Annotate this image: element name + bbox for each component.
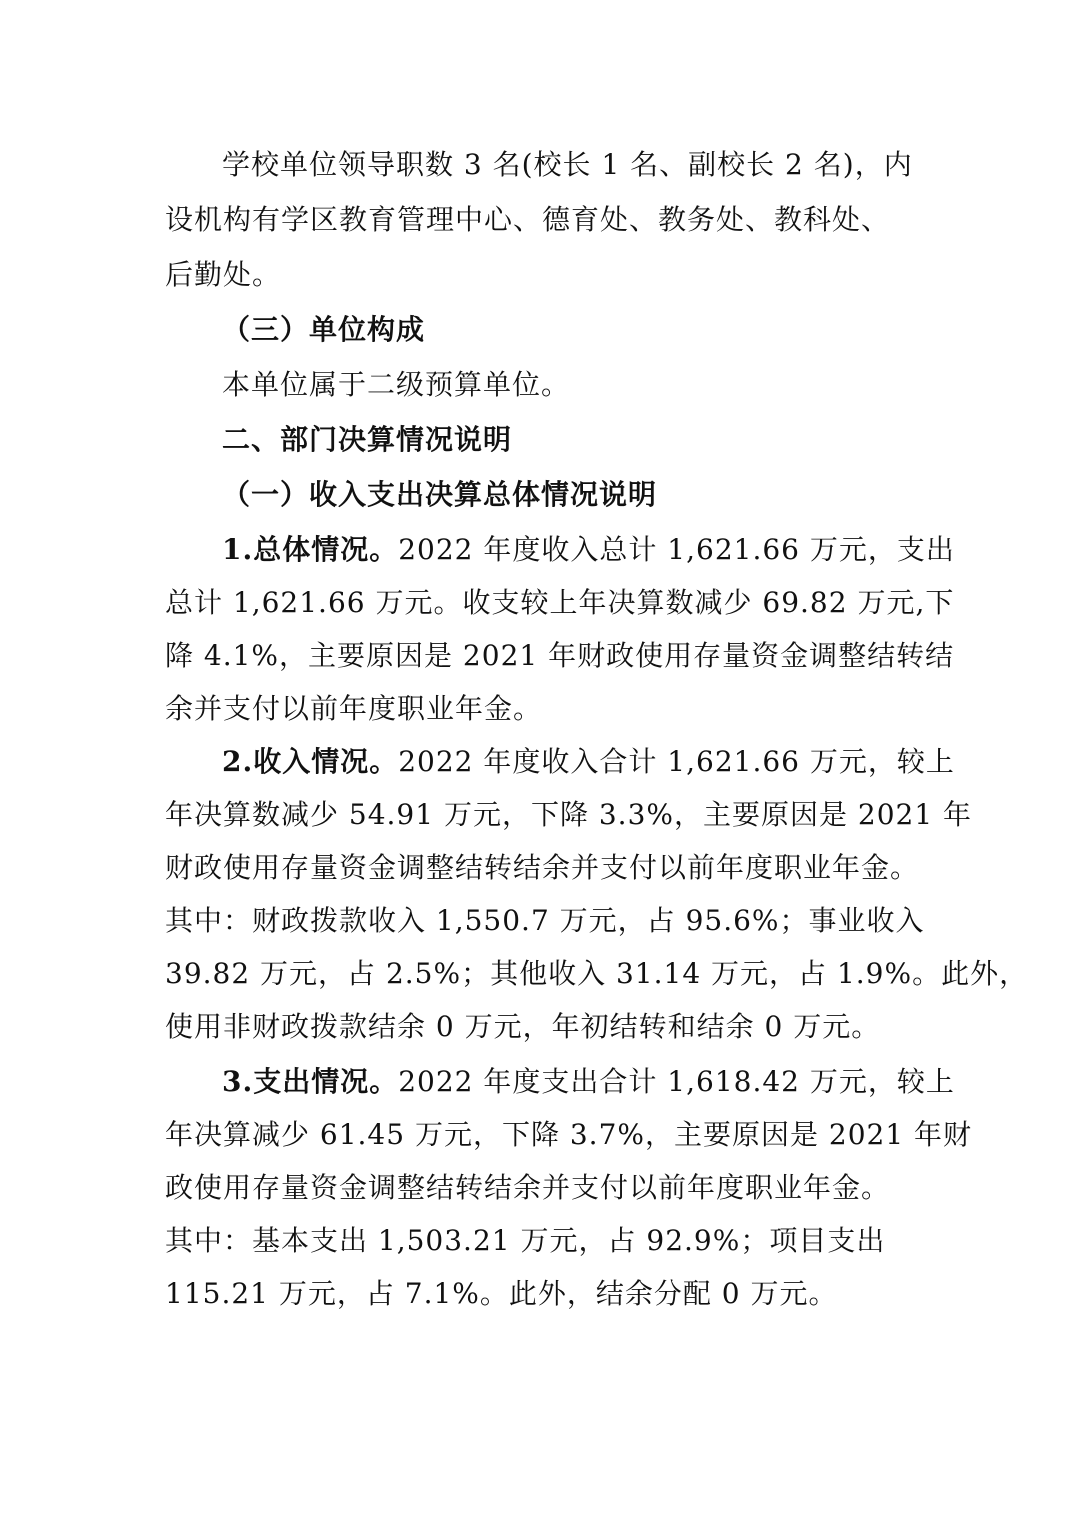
section-heading <box>222 475 657 515</box>
line-text: 后勤处。 <box>165 258 282 291</box>
paragraph-line <box>222 365 570 405</box>
line-text: 财政使用存量资金调整结转结余并支付以前年度职业年金。 <box>165 851 920 884</box>
line-text: 其中：基本支出 1,503.21 万元，占 92.9%；项目支出 <box>165 1224 886 1257</box>
line-text: 本单位属于二级预算单位。 <box>222 368 571 401</box>
paragraph-line <box>165 583 954 623</box>
line-text: 降 4.1%，主要原因是 2021 年财政使用存量资金调整结转结 <box>165 639 955 672</box>
paragraph-line <box>165 200 890 240</box>
section-heading <box>222 310 425 350</box>
line-text: 39.82 万元，占 2.5%；其他收入 31.14 万元，占 1.9%。此外， <box>165 957 1029 990</box>
line-text: 总计 1,621.66 万元。收支较上年决算数减少 69.82 万元,下 <box>165 586 955 619</box>
paragraph-line <box>165 848 919 888</box>
paragraph-line <box>165 795 972 835</box>
paragraph-line <box>165 689 542 729</box>
line-text: 其中：财政拨款收入 1,550.7 万元，占 95.6%；事业收入 <box>165 904 925 937</box>
paragraph-line <box>165 954 1028 994</box>
paragraph-line <box>165 1007 880 1047</box>
section-heading <box>222 420 512 460</box>
paragraph-line <box>222 742 955 782</box>
paragraph-line <box>222 145 913 185</box>
paragraph-line <box>165 1115 972 1155</box>
line-text: 余并支付以前年度职业年金。 <box>165 692 543 725</box>
heading-text: 二、部门决算情况说明 <box>222 423 513 456</box>
paragraph-line <box>165 1168 890 1208</box>
line-text: 年决算数减少 54.91 万元，下降 3.3%，主要原因是 2021 年 <box>165 798 973 831</box>
line-text: 115.21 万元，占 7.1%。此外，结余分配 0 万元。 <box>165 1277 838 1310</box>
heading-text: （三）单位构成 <box>222 313 426 346</box>
paragraph-lead: 1.总体情况。 <box>222 533 399 566</box>
line-text: 政使用存量资金调整结转结余并支付以前年度职业年金。 <box>165 1171 891 1204</box>
paragraph-line <box>165 636 954 676</box>
paragraph-line <box>222 1062 955 1102</box>
line-text: 2022 年度收入合计 1,621.66 万元，较上 <box>398 745 955 778</box>
line-text: 2022 年度支出合计 1,618.42 万元，较上 <box>398 1065 955 1098</box>
paragraph-line <box>222 530 955 570</box>
paragraph-lead: 2.收入情况。 <box>222 745 399 778</box>
line-text: 使用非财政拨款结余 0 万元，年初结转和结余 0 万元。 <box>165 1010 881 1043</box>
line-text: 2022 年度收入总计 1,621.66 万元，支出 <box>398 533 955 566</box>
paragraph-line <box>165 1221 885 1261</box>
line-text: 年决算减少 61.45 万元，下降 3.7%，主要原因是 2021 年财 <box>165 1118 973 1151</box>
line-text: 设机构有学区教育管理中心、德育处、教务处、教科处、 <box>165 203 891 236</box>
paragraph-lead: 3.支出情况。 <box>222 1065 399 1098</box>
paragraph-line <box>165 255 281 295</box>
paragraph-line <box>165 1274 838 1314</box>
paragraph-line <box>165 901 925 941</box>
heading-text: （一）收入支出决算总体情况说明 <box>222 478 658 511</box>
line-text: 学校单位领导职数 3 名(校长 1 名、副校长 2 名)，内 <box>222 148 913 181</box>
